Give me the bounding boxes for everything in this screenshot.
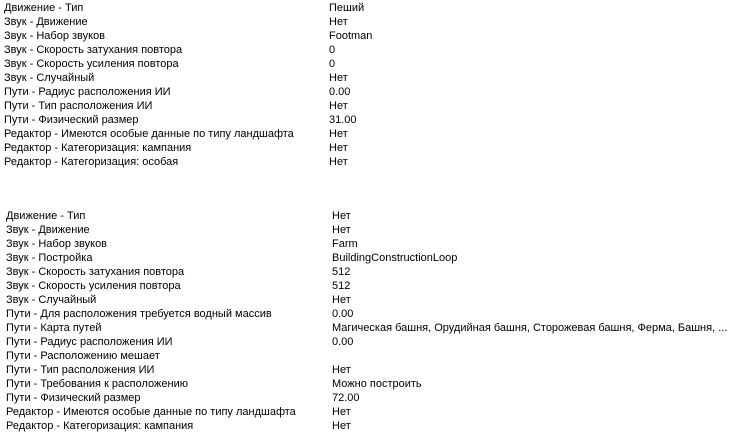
property-row[interactable] <box>6 237 734 251</box>
property-key: Звук - Скорость усиления повтора <box>6 280 181 292</box>
property-key: Звук - Скорость затухания повтора <box>6 266 185 278</box>
property-row[interactable] <box>4 85 734 99</box>
property-row[interactable] <box>4 127 734 141</box>
property-value: Нет <box>329 100 348 112</box>
property-grid-farm <box>6 209 734 433</box>
property-value: Нет <box>332 294 351 306</box>
property-key: Редактор - Имеются особые данные по типу ландшафта <box>4 128 294 140</box>
property-row[interactable] <box>6 265 734 279</box>
property-row[interactable] <box>6 209 734 223</box>
property-row[interactable] <box>4 15 734 29</box>
property-row[interactable] <box>4 1 734 15</box>
property-value: 0.00 <box>332 336 354 348</box>
property-key: Пути - Требования к расположению <box>6 378 188 390</box>
property-key: Звук - Скорость усиления повтора <box>4 58 179 70</box>
property-value: Нет <box>329 128 348 140</box>
property-value: 512 <box>332 266 351 278</box>
property-row[interactable] <box>4 141 734 155</box>
property-row[interactable] <box>6 335 734 349</box>
property-value: 0.00 <box>332 308 354 320</box>
property-value: Можно построить <box>332 378 422 390</box>
property-value: Нет <box>332 224 351 236</box>
property-key: Движение - Тип <box>4 2 84 14</box>
property-value: Нет <box>329 16 348 28</box>
property-value: 512 <box>332 280 351 292</box>
property-key: Звук - Случайный <box>4 72 95 84</box>
property-key: Звук - Движение <box>4 16 88 28</box>
property-row[interactable] <box>4 57 734 71</box>
property-value: 72.00 <box>332 392 360 404</box>
property-row[interactable] <box>4 113 734 127</box>
property-value: Footman <box>329 30 373 42</box>
property-value: Нет <box>332 406 351 418</box>
property-key: Пути - Радиус расположения ИИ <box>4 86 171 98</box>
property-row[interactable] <box>6 377 734 391</box>
property-key: Редактор - Категоризация: кампания <box>6 420 194 432</box>
property-key: Пути - Карта путей <box>6 322 102 334</box>
property-row[interactable] <box>6 223 734 237</box>
property-row[interactable] <box>6 251 734 265</box>
property-value: BuildingConstructionLoop <box>332 252 458 264</box>
property-value: Нет <box>329 142 348 154</box>
property-key: Звук - Скорость затухания повтора <box>4 44 183 56</box>
property-value: 31.00 <box>329 114 357 126</box>
property-key: Пути - Тип расположения ИИ <box>4 100 153 112</box>
property-row[interactable] <box>4 99 734 113</box>
property-row[interactable] <box>6 293 734 307</box>
property-key: Редактор - Категоризация: кампания <box>4 142 192 154</box>
property-key: Пути - Для расположения требуется водный массив <box>6 308 272 320</box>
property-key: Звук - Набор звуков <box>4 30 106 42</box>
property-value: Farm <box>332 238 358 250</box>
property-row[interactable] <box>4 71 734 85</box>
property-key: Звук - Постройка <box>6 252 93 264</box>
property-row[interactable] <box>6 363 734 377</box>
property-row[interactable] <box>4 29 734 43</box>
property-grid-footman <box>4 1 734 169</box>
property-value: 0 <box>329 58 336 70</box>
property-value: Нет <box>332 364 351 376</box>
property-key: Пути - Радиус расположения ИИ <box>6 336 173 348</box>
property-row[interactable] <box>6 419 734 433</box>
property-value: Пеший <box>329 2 365 14</box>
property-key: Пути - Расположению мешает <box>6 350 160 362</box>
property-row[interactable] <box>6 391 734 405</box>
property-value: Нет <box>329 156 348 168</box>
property-key: Редактор - Категоризация: особая <box>4 156 179 168</box>
property-row[interactable] <box>6 321 734 335</box>
property-row[interactable] <box>6 279 734 293</box>
property-value: Магическая башня, Орудийная башня, Сторожевая башня, Ферма, Башня, ... <box>332 322 728 334</box>
property-value: 0 <box>329 44 336 56</box>
property-row[interactable] <box>4 155 734 169</box>
property-value: Нет <box>332 210 351 222</box>
property-row[interactable] <box>4 43 734 57</box>
property-key: Пути - Физический размер <box>4 114 139 126</box>
property-key: Звук - Движение <box>6 224 90 236</box>
property-key: Движение - Тип <box>6 210 86 222</box>
property-row[interactable] <box>6 307 734 321</box>
property-row[interactable] <box>6 349 734 363</box>
property-key: Звук - Случайный <box>6 294 97 306</box>
property-value: Нет <box>332 420 351 432</box>
property-value: 0.00 <box>329 86 351 98</box>
property-key: Редактор - Имеются особые данные по типу ландшафта <box>6 406 296 418</box>
property-row[interactable] <box>6 405 734 419</box>
property-value: Нет <box>329 72 348 84</box>
property-key: Пути - Физический размер <box>6 392 141 404</box>
property-key: Звук - Набор звуков <box>6 238 108 250</box>
property-key: Пути - Тип расположения ИИ <box>6 364 155 376</box>
